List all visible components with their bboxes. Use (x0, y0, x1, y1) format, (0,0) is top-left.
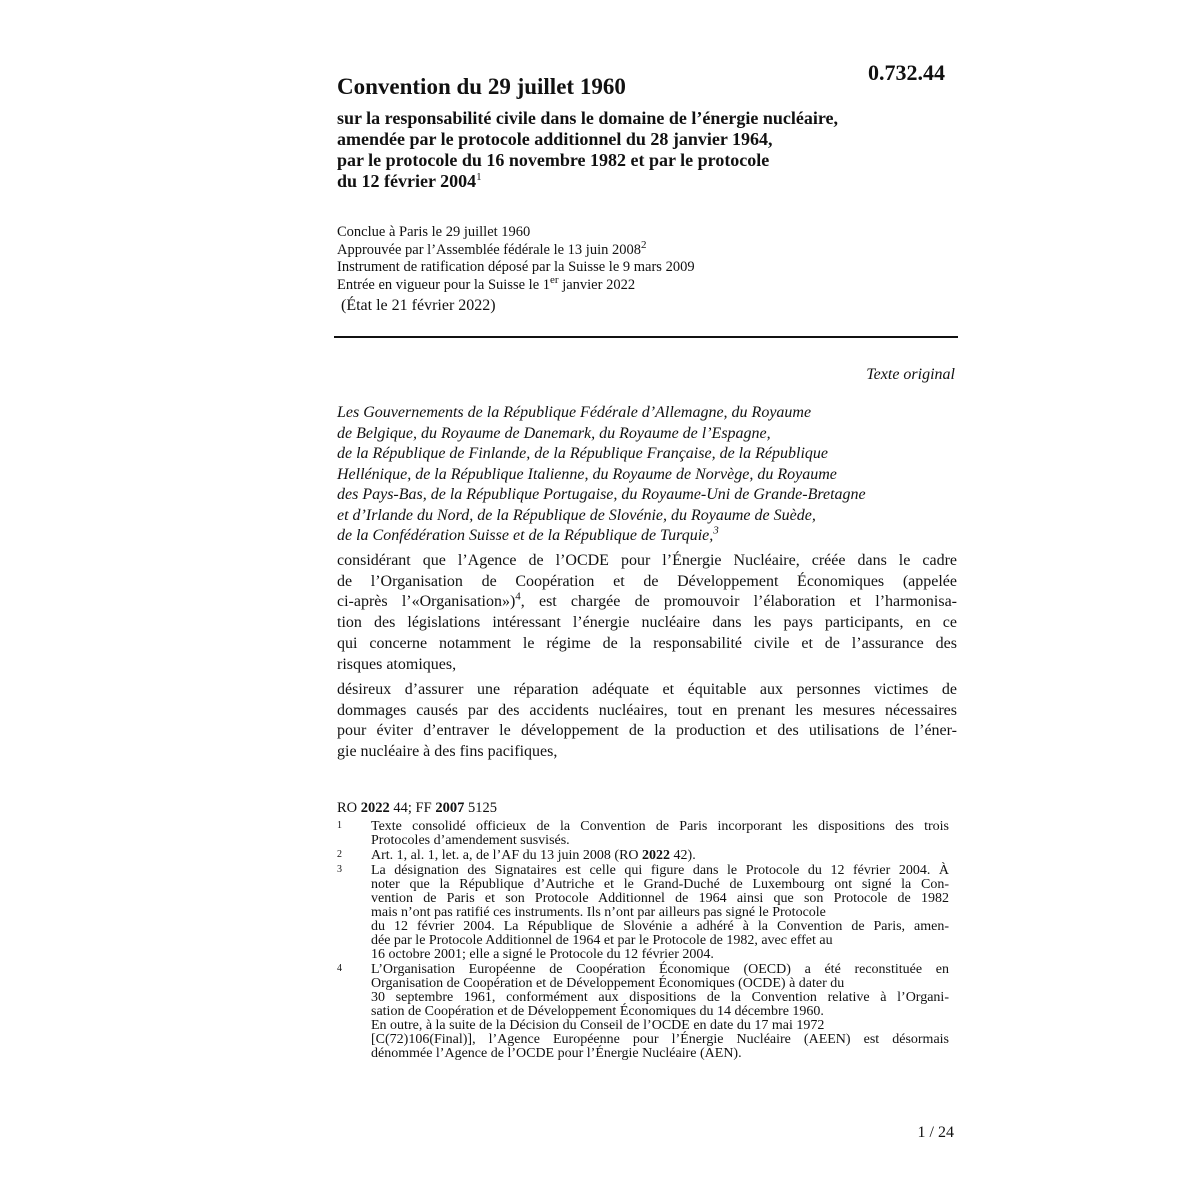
paragraph-line (337, 592, 957, 613)
approved-line (337, 238, 695, 260)
footnote-number: 2 (337, 849, 342, 860)
paragraph-line: considérant que l’Agence de l’OCDE pour l’Énergie Nucléaire, créée dans le cadre (337, 552, 957, 569)
paragraph-line: pour éviter d’entraver le développement de la production et des utilisations de l’éner- (337, 722, 957, 740)
paragraph-text: ci-après l’«Organisation») (337, 593, 516, 611)
footnote-1 (337, 820, 949, 848)
footnote-line: mais n’ont pas ratifié ces instruments. Ils n’ont par ailleurs pas signé le Protocole (371, 905, 826, 920)
parties-line: Hellénique, de la République Italienne, du Royaume de Norvège, du Royaume (337, 465, 837, 483)
footnote-line: sation de Coopération et de Développement Économiques du 14 décembre 1960. (371, 1004, 824, 1019)
parties-line (337, 526, 957, 547)
footnote-4 (337, 963, 949, 1061)
page-number: 1 / 24 (917, 1124, 954, 1141)
subtitle-line: sur la responsabilité civile dans le domaine de l’énergie nucléaire, (337, 108, 838, 128)
entry-into-force-line (337, 273, 695, 295)
subtitle-line: par le protocole du 16 novembre 1982 et par le protocole (337, 150, 770, 170)
footnote-line: dénommée l’Agence de l’OCDE pour l’Énergie Nucléaire (AEN). (371, 1046, 742, 1061)
subtitle-line (337, 171, 937, 192)
paragraph-line: dommages causés par des accidents nucléaires, tout en prenant les mesures nécessaires (337, 701, 957, 719)
footnote-ro-year: 2022 (642, 848, 671, 863)
footnote-ref-4[interactable]: 4 (515, 591, 521, 604)
subtitle-line: amendée par le protocole additionnel du 28 janvier 1964, (337, 129, 773, 149)
sr-number: 0.732.44 (868, 60, 945, 85)
entry-ordinal-sup: er (550, 273, 559, 286)
footnote-number: 3 (337, 864, 342, 875)
footnote-line: L’Organisation Européenne de Coopération Économique (OECD) a été reconstituée en (371, 962, 949, 977)
publication-source (337, 800, 497, 817)
entry-text-b: janvier 2022 (558, 276, 636, 293)
preamble-paragraph-desiring (337, 680, 957, 763)
status-date: (État le 21 février 2022) (341, 297, 496, 314)
adoption-metadata (337, 224, 695, 294)
preamble-parties (337, 403, 957, 547)
subtitle-line-text: du 12 février 2004 (337, 171, 477, 191)
document-title: Convention du 29 juillet 1960 (337, 74, 626, 99)
footnote-ref-1[interactable]: 1 (476, 171, 482, 183)
footnote-line: Organisation de Coopération et de Développement Économiques (OCDE) à dater du (371, 976, 845, 991)
footnote-number: 1 (337, 820, 342, 831)
footnote-line: [C(72)106(Final)], l’Agence Européenne pour l’Énergie Nucléaire (AEEN) est désormais (371, 1032, 949, 1047)
footnote-2 (337, 849, 949, 863)
ro-year: 2022 (360, 800, 390, 816)
footnote-ref-3[interactable]: 3 (713, 524, 719, 537)
preamble-paragraph-considering (337, 551, 957, 675)
footnote-line: Protocoles d’amendement susvisés. (371, 833, 570, 848)
footnote-text: Art. 1, al. 1, let. a, de l’AF du 13 juin 2008 (RO (371, 848, 643, 863)
paragraph-line: risques atomiques, (337, 655, 457, 673)
footnote-line (371, 849, 949, 863)
paragraph-text: , est chargée de promouvoir l’élaboration et l’harmonisa- (520, 593, 957, 611)
parties-line-text: de la Confédération Suisse et de la République de Turquie, (337, 527, 714, 544)
paragraph-line: désireux d’assurer une réparation adéquate et équitable aux personnes victimes de (337, 681, 957, 698)
paragraph-line: tion des législations intéressant l’énergie nucléaire dans les pays participants, en ce (337, 614, 957, 632)
parties-line: de Belgique, du Royaume de Danemark, du Royaume de l’Espagne, (337, 424, 771, 442)
footnote-line: du 12 février 2004. La République de Slovénie a adhéré à la Convention de Paris, amen- (371, 919, 949, 934)
concluded-line: Conclue à Paris le 29 juillet 1960 (337, 224, 531, 240)
ff-year: 2007 (435, 800, 465, 816)
parties-line: et d’Irlande du Nord, de la République de Slovénie, du Royaume de Suède, (337, 506, 816, 524)
footnote-line: 30 septembre 1961, conformément aux dispositions de la Convention relative à l’Organi- (371, 990, 949, 1005)
paragraph-line: de l’Organisation de Coopération et de Développement Économiques (appelée (337, 572, 957, 590)
paragraph-line: qui concerne notamment le régime de la responsabilité civile et de l’assurance des (337, 634, 957, 652)
parties-line: Les Gouvernements de la République Fédérale d’Allemagne, du Royaume (337, 404, 812, 421)
entry-text-a: Entrée en vigueur pour la Suisse le 1 (337, 276, 551, 293)
ro-page: 44; FF (389, 800, 436, 816)
footnote-line: noter que la République d’Autriche et le Grand-Duché de Luxembourg ont signé la Con- (371, 877, 949, 892)
paragraph-line: gie nucléaire à des fins pacifiques, (337, 743, 558, 761)
parties-line: des Pays-Bas, de la République Portugaise, du Royaume-Uni de Grande-Bretagne (337, 486, 866, 503)
approved-text: Approuvée par l’Assemblée fédérale le 13 juin 2008 (337, 241, 641, 258)
ratification-line: Instrument de ratification déposé par la Suisse le 9 mars 2009 (337, 259, 695, 275)
document-subtitle (337, 108, 937, 192)
footnote-number: 4 (337, 963, 342, 974)
footnote-line: La désignation des Signataires est celle qui figure dans le Protocole du 12 février 2004. À (371, 863, 949, 878)
footnote-line: vention de Paris et son Protocole Additionnel de 1964 ainsi que son Protocole de 1982 (371, 891, 949, 906)
footnote-line: 16 octobre 2001; elle a signé le Protocole du 12 février 2004. (371, 947, 714, 962)
ro-label: RO (337, 800, 361, 816)
footnote-3 (337, 864, 949, 962)
footnotes (337, 820, 949, 1062)
text-original-label: Texte original (866, 366, 955, 383)
title-divider (334, 336, 958, 338)
parties-line: de la République de Finlande, de la République Française, de la République (337, 445, 828, 462)
footnote-line: En outre, à la suite de la Décision du Conseil de l’OCDE en date du 17 mai 1972 (371, 1018, 825, 1033)
footnote-line: dée par le Protocole Additionnel de 1964 et par le Protocole de 1982, avec effet au (371, 933, 833, 948)
footnote-text: 42). (670, 848, 696, 863)
ff-page: 5125 (464, 800, 497, 816)
footnote-ref-2[interactable]: 2 (641, 238, 647, 251)
footnote-line: Texte consolidé officieux de la Convention de Paris incorporant les dispositions des trois (371, 819, 949, 834)
